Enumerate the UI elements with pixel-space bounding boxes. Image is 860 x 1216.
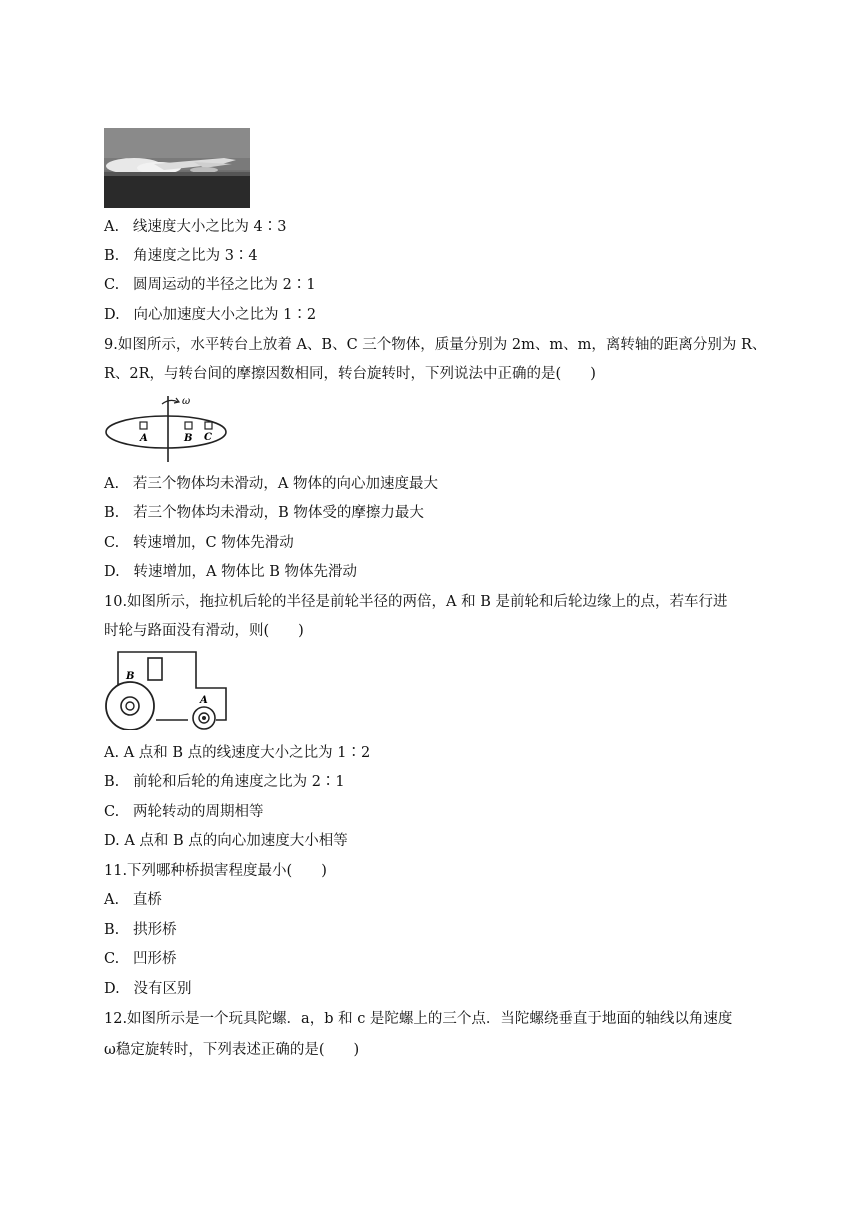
turntable-figure [104, 392, 234, 468]
q11-option-a: A. 直桥 [104, 892, 162, 908]
point-b-label: B [184, 433, 193, 444]
point-a-label: A [200, 695, 208, 706]
point-a-label: A [140, 433, 148, 444]
q11-stem: 11.下列哪种桥损害程度最小( ) [104, 863, 327, 879]
q8-option-d: D. 向心加速度大小之比为 1∶2 [104, 307, 317, 323]
q11-option-c: C. 凹形桥 [104, 951, 177, 967]
tractor-figure [104, 648, 232, 734]
aircraft-photo [104, 128, 250, 208]
q10-option-d: D. A 点和 B 点的向心加速度大小相等 [104, 833, 348, 849]
q8-option-a: A. 线速度大小之比为 4∶3 [104, 219, 287, 235]
q9-stem-line1: 9.如图所示，水平转台上放着 A、B、C 三个物体，质量分别为 2m、m、m，离转轴的距离分别为 R、 [104, 337, 767, 353]
q10-stem-line1: 10.如图所示，拖拉机后轮的半径是前轮半径的两倍，A 和 B 是前轮和后轮边缘上的点，若车行进 [104, 594, 728, 610]
q8-option-c: C. 圆周运动的半径之比为 2∶1 [104, 277, 316, 293]
q10-stem-line2: 时轮与路面没有滑动，则( ) [104, 623, 304, 639]
q9-option-b: B. 若三个物体均未滑动，B 物体受的摩擦力最大 [104, 505, 424, 521]
q9-option-a: A. 若三个物体均未滑动，A 物体的向心加速度最大 [104, 476, 439, 492]
point-c-label: C [204, 432, 212, 443]
point-b-label: B [126, 671, 135, 682]
q12-stem-line2: ω稳定旋转时，下列表述正确的是( ) [104, 1042, 360, 1058]
q11-option-b: B. 拱形桥 [104, 922, 177, 938]
q9-option-c: C. 转速增加，C 物体先滑动 [104, 535, 294, 551]
q10-option-b: B. 前轮和后轮的角速度之比为 2∶1 [104, 774, 345, 790]
q10-option-c: C. 两轮转动的周期相等 [104, 804, 264, 820]
q8-option-b: B. 角速度之比为 3∶4 [104, 248, 258, 264]
q12-stem-line1: 12.如图所示是一个玩具陀螺．a，b 和 c 是陀螺上的三个点．当陀螺绕垂直于地面的轴线以角速度 [104, 1011, 733, 1027]
omega-label: ω [182, 396, 191, 407]
q11-option-d: D. 没有区别 [104, 981, 192, 997]
q10-option-a: A. A 点和 B 点的线速度大小之比为 1∶2 [104, 745, 371, 761]
q9-stem-line2: R、2R，与转台间的摩擦因数相同，转台旋转时，下列说法中正确的是( ) [104, 366, 596, 382]
q9-option-d: D. 转速增加，A 物体比 B 物体先滑动 [104, 564, 358, 580]
